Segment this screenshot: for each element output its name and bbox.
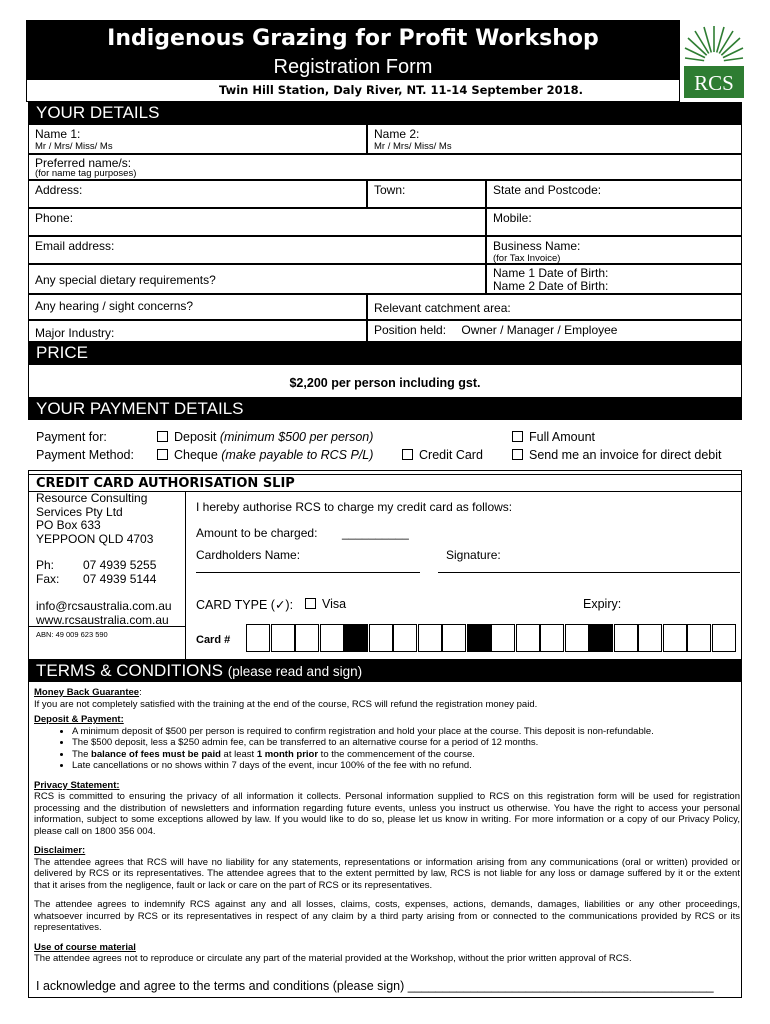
dep3-a: The: [72, 748, 92, 760]
catchment-label: Relevant catchment area:: [374, 301, 511, 315]
card-number-separator: [589, 624, 613, 652]
industry-field[interactable]: [28, 320, 367, 342]
city-line: YEPPOON QLD 4703: [36, 531, 154, 546]
email-field[interactable]: [28, 236, 486, 264]
org-line-1: Resource Consulting: [36, 491, 148, 505]
dietary-field[interactable]: [28, 264, 486, 294]
hearing-label: Any hearing / sight concerns?: [35, 299, 194, 313]
phone-label-rcs: Ph:: [36, 558, 55, 572]
form-header: [26, 20, 744, 100]
address-label: Address:: [35, 183, 83, 197]
fax-number-rcs: 07 4939 5144: [83, 572, 157, 586]
abn-number: ABN: 49 009 623 590: [36, 630, 108, 639]
card-number-digit-box[interactable]: [516, 624, 540, 652]
card-number-digit-box[interactable]: [540, 624, 564, 652]
rcs-address: [36, 492, 153, 546]
phone-field[interactable]: [28, 208, 486, 236]
visa-label: Visa: [322, 597, 347, 611]
name1-field[interactable]: [28, 124, 367, 154]
name2-title-options: Mr / Mrs/ Miss/ Ms: [374, 141, 452, 152]
state-postcode-field[interactable]: [486, 180, 742, 208]
signature-line[interactable]: [438, 572, 740, 573]
business-name-field[interactable]: [486, 236, 742, 264]
form-subtitle: Registration Form: [273, 56, 433, 78]
full-amount-option[interactable]: [512, 430, 595, 444]
card-number-separator: [344, 624, 368, 652]
card-number-separator: [467, 624, 491, 652]
dep3-e: to the commencement of the course.: [318, 748, 475, 760]
deposit-option[interactable]: [157, 430, 373, 444]
card-number-digit-box[interactable]: [491, 624, 515, 652]
fax-label-rcs: Fax:: [36, 572, 60, 586]
invoice-option[interactable]: [512, 448, 721, 462]
amount-input[interactable]: __________: [342, 526, 409, 540]
dob-field[interactable]: [486, 264, 742, 294]
state-postcode-label: State and Postcode:: [493, 183, 602, 197]
price-box: [28, 364, 742, 398]
details-heading: YOUR DETAILS: [28, 102, 742, 124]
dep3-b: balance of fees must be paid: [91, 748, 221, 760]
payment-method-label: Payment Method:: [36, 448, 134, 462]
po-box: PO Box 633: [36, 518, 101, 532]
price-text: $2,200 per person including gst.: [289, 376, 481, 390]
deposit-heading: Deposit & Payment:: [34, 714, 124, 725]
credit-card-checkbox[interactable]: [402, 449, 413, 460]
form-title: Indigenous Grazing for Profit Workshop: [107, 26, 599, 51]
card-number-digit-box[interactable]: [295, 624, 319, 652]
card-number-digit-box[interactable]: [638, 624, 662, 652]
rcs-logo: [684, 22, 744, 98]
payment-for-label: Payment for:: [36, 430, 107, 444]
disclaimer-text-2: The attendee agrees to indemnify RCS against any and all losses, claims, costs, expenses, actions, demands, damages, liabilities or any other proceedings, whatsoever incurred by RCS or its representatives in respect of any claim by a third party arising from or connected to the communications provided by RCS or its representatives.: [34, 899, 740, 933]
course-material-heading: Use of course material: [34, 941, 136, 953]
catchment-field[interactable]: [367, 294, 742, 320]
invoice-label: Send me an invoice for direct debit: [529, 448, 722, 462]
phone-label: Phone:: [35, 211, 74, 225]
preferred-name-label: Preferred name/s:: [35, 156, 132, 170]
card-number-digit-box[interactable]: [393, 624, 417, 652]
card-number-digit-box[interactable]: [418, 624, 442, 652]
terms-body: [34, 687, 740, 965]
position-field[interactable]: [367, 320, 742, 342]
credit-card-label: Credit Card: [419, 448, 483, 462]
cheque-option[interactable]: [157, 448, 373, 462]
preferred-name-field[interactable]: [28, 154, 742, 180]
price-heading: PRICE: [28, 342, 742, 364]
card-number-digit-box[interactable]: [369, 624, 393, 652]
disclaimer-heading: Disclaimer:: [34, 845, 86, 856]
deposit-label: Deposit: [174, 430, 220, 444]
header-banner: [26, 20, 680, 80]
visa-checkbox[interactable]: [305, 598, 316, 609]
mobile-label: Mobile:: [493, 211, 532, 225]
business-name-label: Business Name:: [493, 239, 581, 253]
credit-card-option[interactable]: [402, 448, 483, 462]
card-number-digit-box[interactable]: [663, 624, 687, 652]
visa-option[interactable]: [305, 597, 346, 611]
card-number-digit-box[interactable]: [614, 624, 638, 652]
cardholder-label: Cardholders Name:: [196, 548, 301, 562]
terms-note: (please read and sign): [227, 664, 363, 679]
full-amount-checkbox[interactable]: [512, 431, 523, 442]
name2-label: Name 2:: [374, 127, 420, 141]
mbg-colon: :: [139, 687, 142, 698]
hearing-field[interactable]: [28, 294, 367, 320]
terms-title: TERMS & CONDITIONS: [36, 661, 224, 680]
dietary-label: Any special dietary requirements?: [35, 273, 216, 287]
town-label: Town:: [374, 183, 406, 197]
name1-title-options: Mr / Mrs/ Miss/ Ms: [35, 141, 113, 152]
deposit-list: [34, 726, 740, 772]
card-number-digit-box[interactable]: [565, 624, 589, 652]
preferred-name-note: (for name tag purposes): [35, 168, 137, 179]
deposit-checkbox[interactable]: [157, 431, 168, 442]
industry-label: Major Industry:: [35, 326, 115, 340]
dep3-d: 1 month prior: [256, 748, 319, 760]
mbg-heading: Money Back Guarantee: [34, 687, 140, 698]
abn-divider: [28, 626, 186, 627]
phone-number-rcs: 07 4939 5255: [83, 558, 157, 572]
card-slip-heading: CREDIT CARD AUTHORISATION SLIP: [28, 474, 742, 492]
privacy-text: RCS is committed to ensuring the privacy of all information it collects. Personal information supplied to RCS on this registration form will be used for registration processing and the distribution of newsletters and information regarding future events, unless you instruct us otherwise. You have the right to access your personal information, subject to some exceptions allowed by law. If you would like to do so, please let us know in writing. For more information or a copy of our Privacy Policy, please call on 1800 356 004.: [34, 791, 740, 837]
deposit-item-2: • The $500 deposit, less a $250 admin fee, can be transferred to an alternative course for a period of 12 months.: [72, 737, 740, 749]
rcs-website[interactable]: www.rcsaustralia.com.au: [36, 613, 169, 627]
cheque-checkbox[interactable]: [157, 449, 168, 460]
cheque-note: (make payable to RCS P/L): [221, 448, 374, 462]
name2-field[interactable]: [367, 124, 742, 154]
card-number-label: Card #: [196, 634, 231, 646]
expiry-label: Expiry:: [583, 597, 622, 611]
mbg-text: If you are not completely satisfied with the training at the end of the course, RCS will refund the registration money paid.: [34, 698, 538, 710]
dob2-label: Name 2 Date of Birth:: [493, 279, 609, 293]
address-field[interactable]: [28, 180, 367, 208]
payment-heading: YOUR PAYMENT DETAILS: [28, 398, 742, 420]
dep3-c: at least: [220, 748, 257, 760]
card-number-digit-box[interactable]: [712, 624, 736, 652]
position-options: Owner / Manager / Employee: [461, 323, 618, 337]
card-number-digit-box[interactable]: [687, 624, 711, 652]
logo-text: RCS: [694, 71, 734, 95]
deposit-item-1: • A minimum deposit of $500 per person is required to confirm registration and hold your place at the course. This deposit is non-refundable.: [72, 726, 740, 738]
card-number-digit-box[interactable]: [320, 624, 344, 652]
disclaimer-text-1: The attendee agrees that RCS will have no liability for any statements, representations or information arising from any communications (oral or written) provided or delivered by RCS or its representatives. The attendee agrees that to the extent permitted by law, RCS is not liable for any loss or damage suffered by it or the extent that it arises from the negligence, fault or lack or care on the part of RCS or its representatives.: [34, 856, 740, 891]
signature-label: Signature:: [446, 548, 501, 562]
position-label: Position held:: [374, 323, 447, 337]
rcs-email[interactable]: info@rcsaustralia.com.au: [36, 599, 172, 613]
full-amount-label: Full Amount: [529, 430, 596, 444]
privacy-heading: Privacy Statement:: [34, 779, 120, 791]
business-name-note: (for Tax Invoice): [493, 253, 561, 264]
amount-label: Amount to be charged:: [196, 526, 318, 540]
deposit-note: (minimum $500 per person): [219, 430, 374, 444]
dob1-label: Name 1 Date of Birth:: [493, 266, 609, 280]
cheque-label: Cheque: [174, 448, 222, 462]
authorise-text: I hereby authorise RCS to charge my credit card as follows:: [196, 500, 513, 514]
mobile-field[interactable]: [486, 208, 742, 236]
terms-heading: [28, 660, 742, 682]
acknowledge-sign-line[interactable]: I acknowledge and agree to the terms and conditions (please sign) ____________________________________________: [36, 979, 714, 993]
cardholder-line[interactable]: [196, 572, 420, 573]
card-number-digit-box[interactable]: [271, 624, 295, 652]
invoice-checkbox[interactable]: [512, 449, 523, 460]
course-material-text: The attendee agrees not to reproduce or circulate any part of the material provided at the Workshop, without the prior written approval of RCS.: [34, 953, 632, 964]
deposit-item-3: [72, 749, 740, 761]
email-label: Email address:: [35, 239, 115, 253]
name1-label: Name 1:: [35, 127, 81, 141]
card-number-digit-box[interactable]: [442, 624, 466, 652]
org-line-2: Services Pty Ltd: [36, 504, 123, 519]
town-field[interactable]: [367, 180, 486, 208]
card-number-digit-box[interactable]: [246, 624, 270, 652]
card-type-label: CARD TYPE (✓):: [196, 598, 294, 612]
event-location: Twin Hill Station, Daly River, NT. 11-14 September 2018.: [26, 80, 680, 102]
deposit-item-4: • Late cancellations or no shows within 7 days of the event, incur 100% of the fee with no refund.: [72, 760, 740, 772]
